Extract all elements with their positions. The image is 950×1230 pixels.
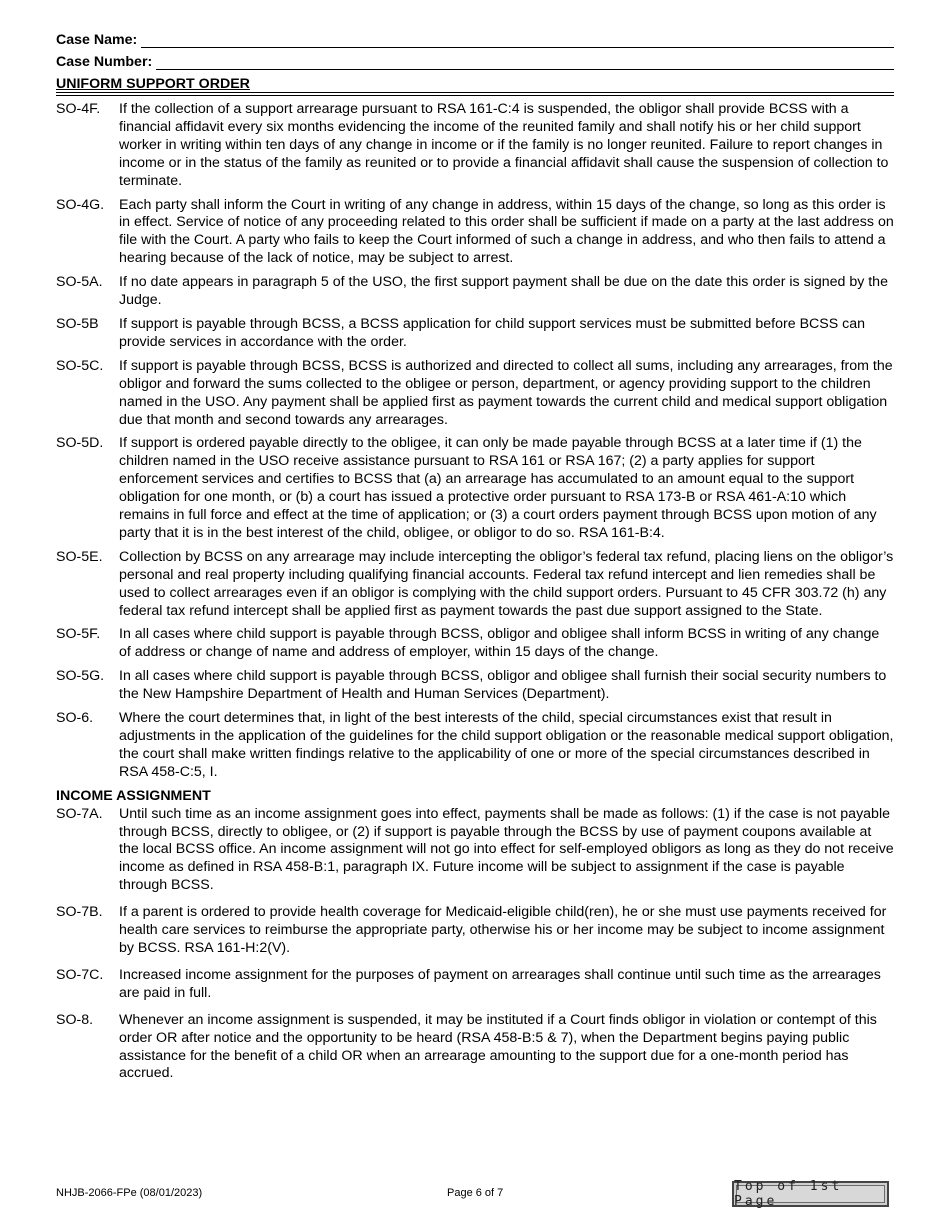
case-name-row — [56, 26, 894, 48]
paragraph — [56, 358, 894, 430]
top-of-first-page-button[interactable]: Top of 1st Page — [732, 1181, 889, 1207]
paragraph-text: Where the court determines that, in light of the best interests of the child, special circumstances exist that result in adjustments in the application of the guidelines for the child support obligation or the reasonable medical support obligation, the court shall make written findings relative to the applicability of one or more of the special circumstances described in RSA 458-C:5, I. — [119, 710, 894, 780]
paragraph — [56, 274, 894, 310]
paragraph-text: If support is payable through BCSS, BCSS is authorized and directed to collect all sums, including any arrearages, from the obligor and forward the sums collected to the obligee or person, department, or agency providing support to the children named in the USO. Any payment shall be applied first as payment towards the current child and medical support obligation due that month and second towards any arrearages. — [119, 357, 893, 428]
case-number-row — [56, 48, 894, 70]
page-number: Page 6 of 7 — [447, 1187, 504, 1199]
paragraph-text: Whenever an income assignment is suspended, it may be instituted if a Court finds obligor in violation or contempt of this order OR after notice and the opportunity to be heard (RSA 458-B:5 & 7), when the Department begins paying public assistance for the benefit of a child OR when an arrearage amounting to the support due for a one-month period has accrued. — [119, 1011, 877, 1082]
document-title: UNIFORM SUPPORT ORDER — [56, 76, 250, 92]
paragraph-text: In all cases where child support is payable through BCSS, obligor and obligee shall inform BCSS in writing of any change of address or change of name and address of employer, within 15 days of the change. — [119, 626, 880, 661]
paragraph-code: SO-5D. — [56, 435, 104, 452]
paragraph-code: SO-5F. — [56, 626, 101, 643]
paragraph — [56, 967, 894, 1003]
paragraph-code: SO-7A. — [56, 805, 103, 822]
paragraph — [56, 668, 894, 704]
paragraph-code: SO-6. — [56, 710, 94, 727]
paragraph-code: SO-7C. — [56, 966, 104, 983]
section-title: INCOME ASSIGNMENT — [56, 787, 211, 804]
paragraph-text: Each party shall inform the Court in writing of any change in address, within 15 days of the change, so long as this order is in effect. Service of notice of any proceeding related to this order shall be sufficient if made on a party at the last address on file with the Court. A party who fails to keep the Court informed of such a change in address, and who then fails to attend a hearing because of the lack of notice, may be subject to arrest. — [119, 196, 894, 267]
paragraph — [56, 435, 894, 542]
paragraph-text: If a parent is ordered to provide health coverage for Medicaid-eligible child(ren), he or she must use payments received for health care services to reimburse the appropriate party, otherwise his or her income may be subject to income assignment by BCSS. RSA 161-H:2(V). — [119, 904, 887, 956]
paragraph-text: If support is payable through BCSS, a BCSS application for child support services must be submitted before BCSS can provide services in accordance with the order. — [119, 315, 866, 350]
paragraph — [56, 1012, 894, 1084]
case-name-field[interactable] — [141, 33, 894, 48]
paragraph-code: SO-5A. — [56, 274, 103, 291]
paragraph — [56, 197, 894, 269]
case-number-label: Case Number: — [56, 54, 153, 70]
paragraph-code: SO-5G. — [56, 668, 105, 685]
paragraph-code: SO-5C. — [56, 357, 104, 374]
paragraph — [56, 806, 894, 896]
paragraph-text: If the collection of a support arrearage pursuant to RSA 161-C:4 is suspended, the obligor shall provide BCSS with a financial affidavit every six months evidencing the income of the reunited family and shall notify his or her child support worker in writing within ten days of any change in income or if the family is no longer reunited. Failure to report changes in income or in the status of the family as reunited or to provide a financial affidavit shall cause the suspension of collection to terminate. — [119, 101, 889, 189]
paragraph — [56, 904, 894, 958]
form-id: NHJB-2066-FPe (08/01/2023) — [56, 1187, 203, 1199]
paragraph-text: Until such time as an income assignment goes into effect, payments shall be made as follows: (1) if the case is not payable through BCSS, directly to obligee, or (2) if support is payable through the BCSS by use of payment coupons available at the local BCSS office. An income assignment will not go into effect for self-employed obligors as long as they do not receive income as defined in RSA 458-B:1, paragraph IX. Future income will be subject to assignment if the case is payable through BCSS. — [119, 805, 894, 894]
paragraph-code: SO-7B. — [56, 904, 103, 921]
paragraph-code: SO-4F. — [56, 101, 101, 117]
paragraph — [56, 101, 894, 191]
paragraph-code: SO-4G. — [56, 196, 105, 213]
paragraph — [56, 316, 894, 352]
title-row — [56, 70, 894, 93]
paragraph-text: If support is ordered payable directly to the obligee, it can only be made payable through BCSS at a later time if (1) the children named in the USO receive assistance pursuant to RSA 161 or RSA 167; (2) a party applies for support enforcement services and certifies to BCSS that (a) an arrearage has accumulated to an amount equal to the support obligation for one month, or (b) a court has issued a protective order pursuant to RSA 173-B or RSA 461-A:10 which remains in full force and effect at the time of application; or (3) a court orders payment through BCSS upon motion of any party that it is in the best interest of the child, obligee, or obligor to do so. RSA 161-B:4. — [119, 435, 877, 541]
paragraph — [56, 549, 894, 621]
paragraph-text: Increased income assignment for the purposes of payment on arrearages shall continue until such time as the arrearages are paid in full. — [119, 966, 881, 1001]
paragraph-text: In all cases where child support is payable through BCSS, obligor and obligee shall furnish their social security numbers to the New Hampshire Department of Health and Human Services (Department). — [119, 668, 887, 703]
paragraph-text: If no date appears in paragraph 5 of the USO, the first support payment shall be due on the date this order is signed by the Judge. — [119, 274, 888, 309]
paragraph-code: SO-8. — [56, 1011, 94, 1028]
paragraph — [56, 710, 894, 782]
paragraph-code: SO-5B — [56, 315, 99, 332]
paragraph-code: SO-5E. — [56, 548, 103, 565]
paragraph — [56, 626, 894, 662]
case-number-field[interactable] — [156, 55, 894, 70]
document-page — [56, 26, 894, 1083]
paragraph-text: Collection by BCSS on any arrearage may include intercepting the obligor’s federal tax refund, placing liens on the obligor’s personal and real property including qualifying financial accounts. Federal tax refund intercept and lien remedies shall be used to collect arrearages even if an obligor is complying with the child support orders. Pursuant to 45 CFR 303.72 (h) any federal tax refund intercept shall be applied first as payment towards the past due support assigned to the State. — [119, 548, 894, 619]
case-name-label: Case Name: — [56, 32, 138, 48]
